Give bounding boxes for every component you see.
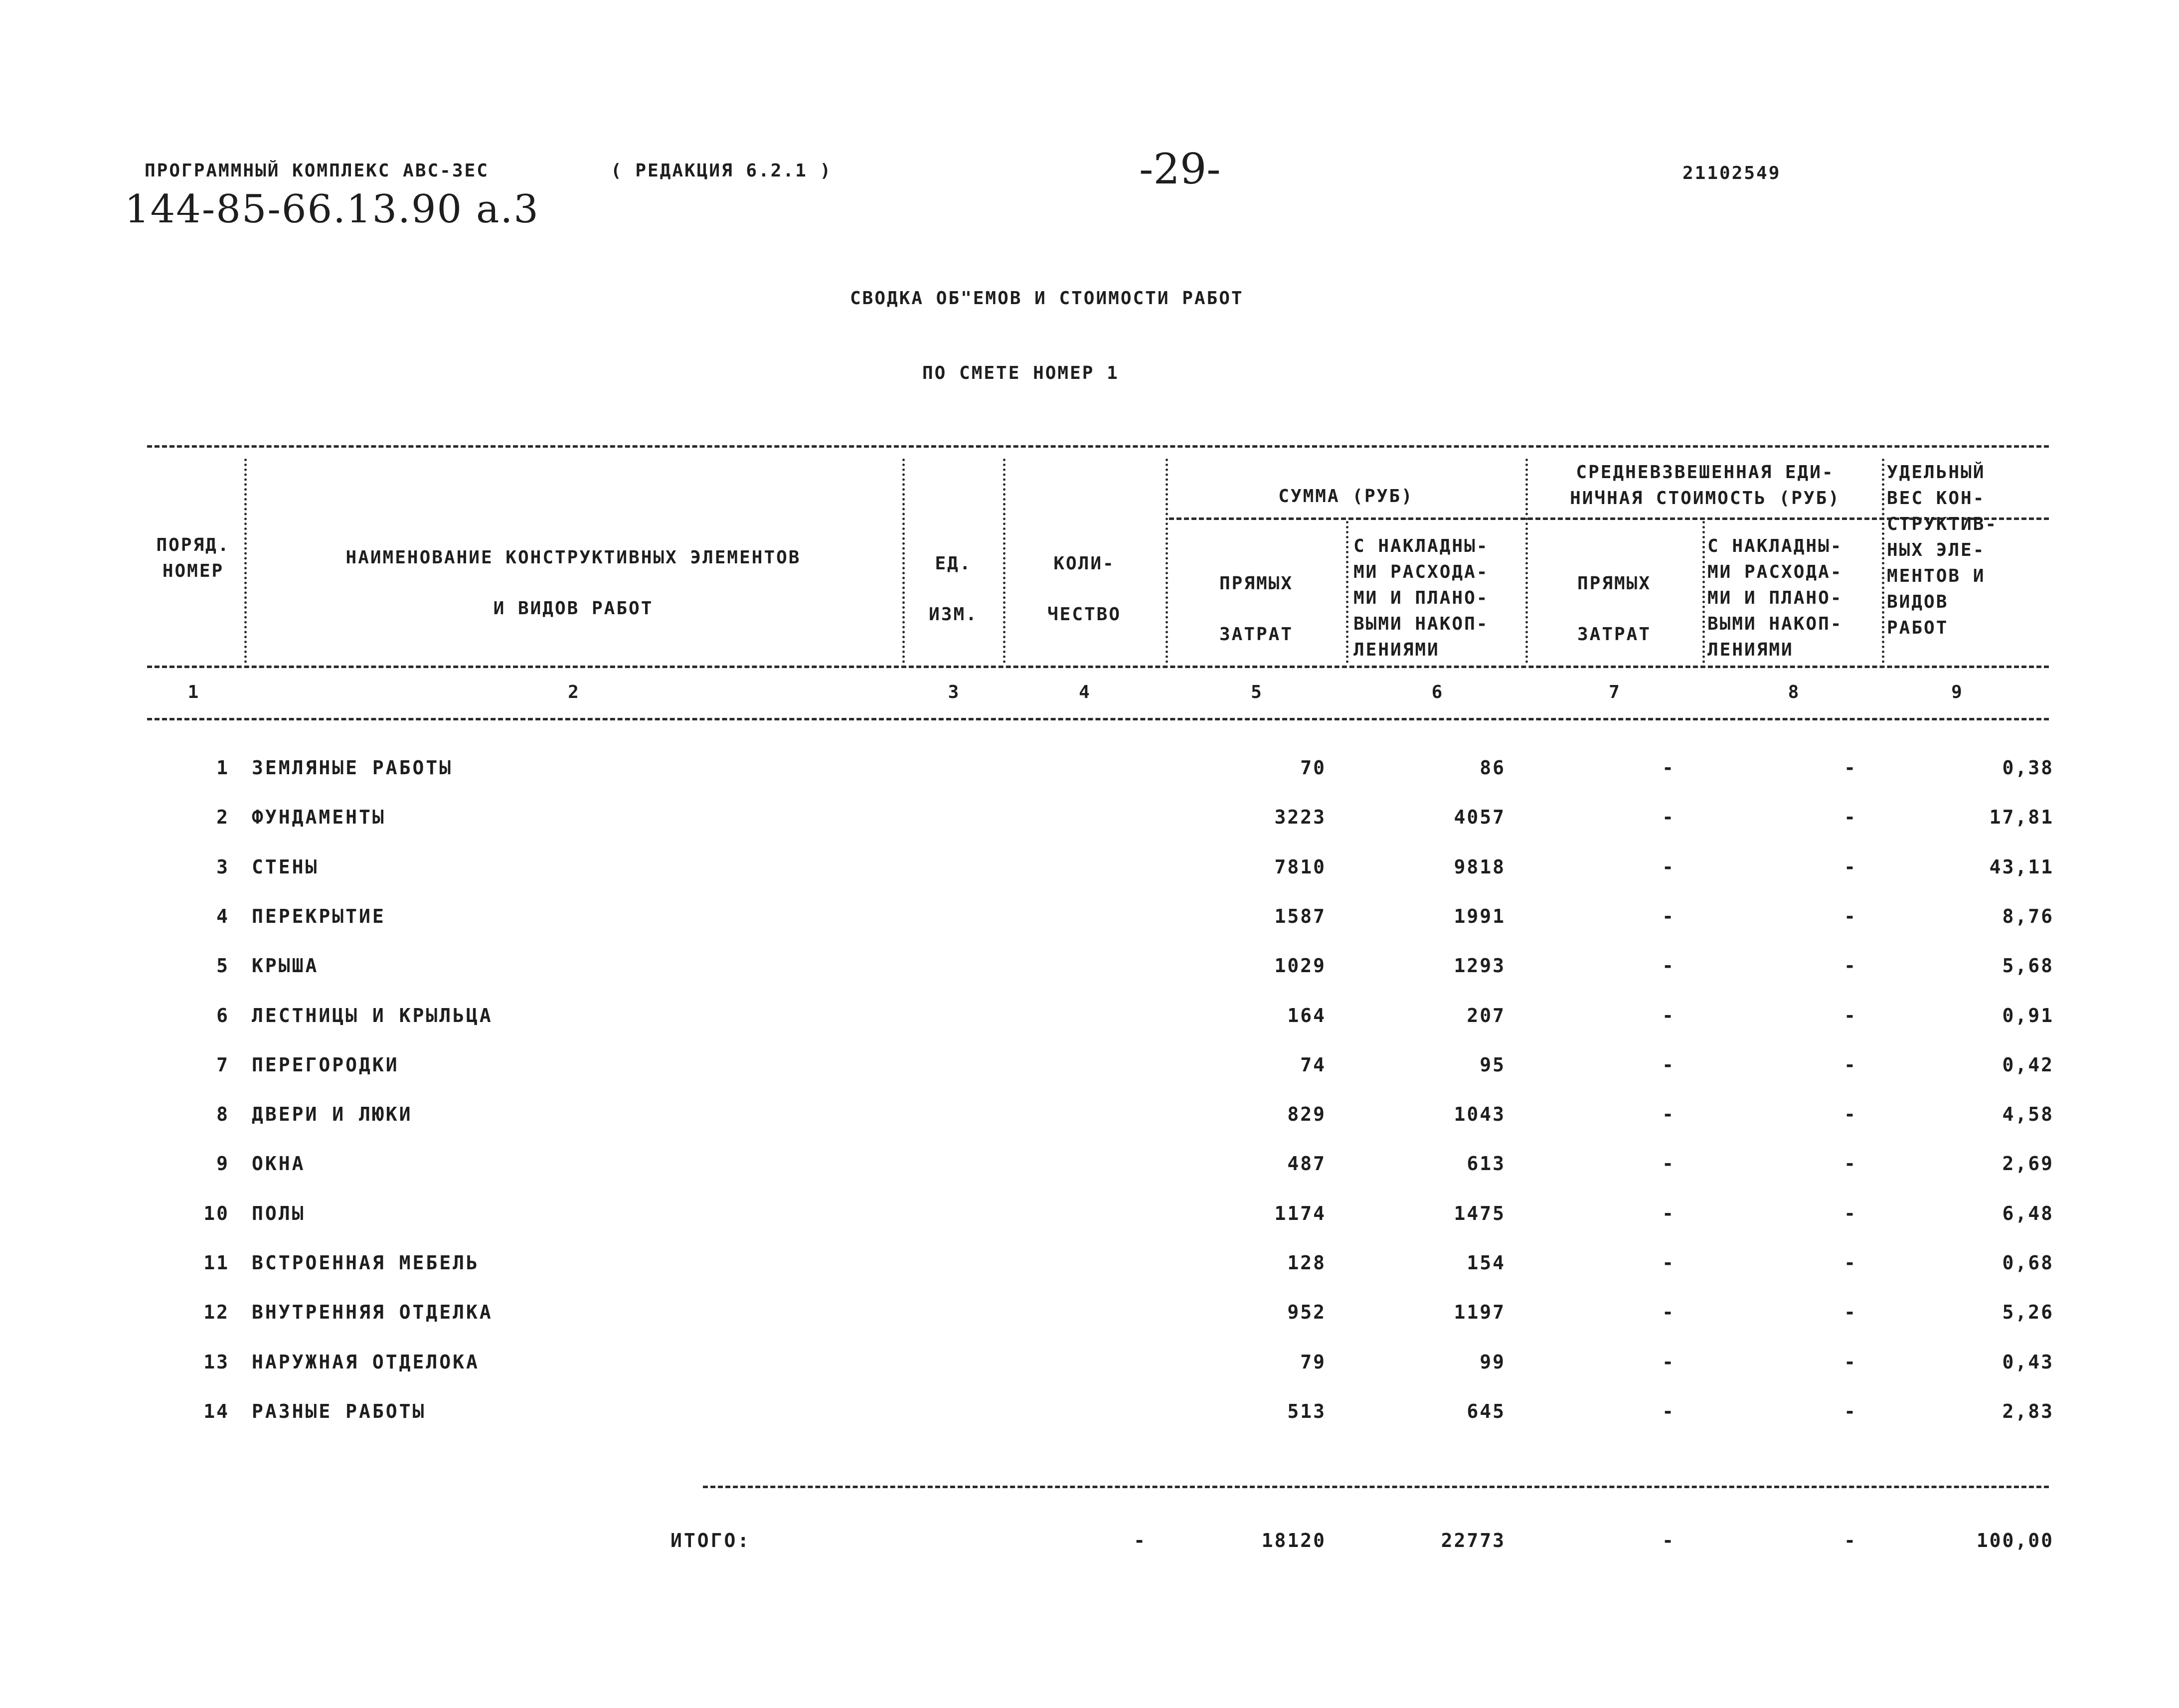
column-number: 2: [568, 682, 579, 702]
row-avg-direct: -: [1662, 1153, 1675, 1175]
row-number: 3: [216, 856, 229, 878]
col-sep-6: [1525, 459, 1528, 663]
row-avg-overhead: -: [1844, 1252, 1857, 1274]
row-avg-direct: -: [1662, 1005, 1675, 1026]
header-avg-unit-cost: СРЕДНЕВЗВЕШЕННАЯ ЕДИ- НИЧНАЯ СТОИМОСТЬ (РУБ): [1570, 462, 1841, 509]
column-number: 8: [1788, 682, 1799, 702]
row-name: ПЕРЕКРЫТИЕ: [252, 905, 386, 927]
row-name: ДВЕРИ И ЛЮКИ: [252, 1103, 413, 1125]
column-number-rule: [147, 718, 2049, 720]
row-number: 1: [216, 757, 229, 779]
row-overhead: 613: [1467, 1153, 1506, 1175]
total-overhead: 22773: [1441, 1530, 1506, 1551]
edition-label: ( РЕДАКЦИЯ 6.2.1 ): [611, 161, 833, 181]
header-unit: ЕД. ИЗМ.: [929, 553, 978, 625]
row-number: 11: [203, 1252, 229, 1274]
row-avg-direct: -: [1662, 905, 1675, 927]
header-element-name: НАИМЕНОВАНИЕ КОНСТРУКТИВНЫХ ЭЛЕМЕНТОВ И ВИДОВ РАБОТ: [345, 547, 801, 619]
handwritten-note: 144-85-66.13.90 a.3: [125, 187, 539, 232]
row-avg-overhead: -: [1844, 905, 1857, 927]
row-direct: 952: [1287, 1301, 1326, 1323]
estimate-number: ПО СМЕТЕ НОМЕР 1: [922, 363, 1119, 383]
row-share: 43,11: [1989, 856, 2054, 878]
row-number: 13: [203, 1351, 229, 1373]
row-name: ФУНДАМЕНТЫ: [252, 806, 386, 828]
column-number: 7: [1609, 682, 1620, 702]
row-avg-overhead: -: [1844, 757, 1857, 779]
row-avg-direct: -: [1662, 1103, 1675, 1125]
row-avg-overhead: -: [1844, 1351, 1857, 1373]
row-avg-direct: -: [1662, 1351, 1675, 1373]
col-sep-3: [1003, 459, 1006, 663]
col-sep-5: [1346, 521, 1348, 663]
column-number: 1: [187, 682, 199, 702]
row-avg-direct: -: [1662, 1202, 1675, 1224]
total-rule: [703, 1486, 2049, 1488]
total-label: ИТОГО:: [670, 1530, 751, 1551]
row-direct: 74: [1300, 1054, 1326, 1076]
row-name: СТЕНЫ: [252, 856, 319, 878]
row-direct: 513: [1287, 1400, 1326, 1422]
total-direct: 18120: [1261, 1530, 1326, 1551]
row-direct: 3223: [1274, 806, 1326, 828]
row-direct: 1587: [1274, 905, 1326, 927]
row-avg-overhead: -: [1844, 1054, 1857, 1076]
row-avg-overhead: -: [1844, 1301, 1857, 1323]
row-avg-direct: -: [1662, 806, 1675, 828]
row-overhead: 1475: [1454, 1202, 1506, 1224]
row-overhead: 1991: [1454, 905, 1506, 927]
row-overhead: 99: [1480, 1351, 1506, 1373]
row-name: ПЕРЕГОРОДКИ: [252, 1054, 399, 1076]
total-share: 100,00: [1976, 1530, 2054, 1551]
col-sep-1: [244, 459, 247, 663]
row-overhead: 95: [1480, 1054, 1506, 1076]
column-number: 3: [948, 682, 959, 702]
row-number: 5: [216, 955, 229, 977]
row-direct: 128: [1287, 1252, 1326, 1274]
column-number: 4: [1079, 682, 1090, 702]
row-share: 4,58: [2002, 1103, 2054, 1125]
row-avg-overhead: -: [1844, 856, 1857, 878]
row-overhead: 4057: [1454, 806, 1506, 828]
col-sep-8: [1882, 459, 1884, 663]
row-avg-overhead: -: [1844, 1005, 1857, 1026]
row-avg-direct: -: [1662, 1400, 1675, 1422]
row-share: 0,91: [2002, 1005, 2054, 1026]
row-share: 5,68: [2002, 955, 2054, 977]
row-share: 2,69: [2002, 1153, 2054, 1175]
col-sep-2: [902, 459, 905, 663]
row-avg-overhead: -: [1844, 1103, 1857, 1125]
page-number: -29-: [1139, 145, 1221, 193]
row-number: 14: [203, 1400, 229, 1422]
row-share: 8,76: [2002, 905, 2054, 927]
header-with-overhead: С НАКЛАДНЫ- МИ РАСХОДА- МИ И ПЛАНО- ВЫМИ НАКОП- ЛЕНИЯМИ: [1353, 536, 1489, 660]
row-name: ЛЕСТНИЦЫ И КРЫЛЬЦА: [252, 1005, 493, 1026]
row-avg-overhead: -: [1844, 955, 1857, 977]
row-share: 0,68: [2002, 1252, 2054, 1274]
row-avg-direct: -: [1662, 856, 1675, 878]
row-number: 8: [216, 1103, 229, 1125]
row-share: 6,48: [2002, 1202, 2054, 1224]
row-direct: 1029: [1274, 955, 1326, 977]
row-share: 0,43: [2002, 1351, 2054, 1373]
row-avg-direct: -: [1662, 1054, 1675, 1076]
row-direct: 70: [1300, 757, 1326, 779]
column-number: 6: [1431, 682, 1443, 702]
row-avg-direct: -: [1662, 1252, 1675, 1274]
row-number: 6: [216, 1005, 229, 1026]
row-number: 10: [203, 1202, 229, 1224]
header-avg-with-overhead: С НАКЛАДНЫ- МИ РАСХОДА- МИ И ПЛАНО- ВЫМИ НАКОП- ЛЕНИЯМИ: [1707, 536, 1843, 660]
row-direct: 487: [1287, 1153, 1326, 1175]
col-sep-7: [1702, 521, 1705, 663]
header-order-number: ПОРЯД. НОМЕР: [156, 535, 230, 581]
header-quantity: КОЛИ- ЧЕСТВО: [1047, 553, 1122, 625]
document-code: 21102549: [1682, 163, 1781, 183]
row-overhead: 9818: [1454, 856, 1506, 878]
row-name: ОКНА: [252, 1153, 306, 1175]
row-avg-direct: -: [1662, 757, 1675, 779]
row-number: 12: [203, 1301, 229, 1323]
row-share: 5,26: [2002, 1301, 2054, 1323]
row-overhead: 86: [1480, 757, 1506, 779]
column-number: 9: [1951, 682, 1962, 702]
row-name: КРЫША: [252, 955, 319, 977]
row-direct: 7810: [1274, 856, 1326, 878]
row-number: 2: [216, 806, 229, 828]
row-overhead: 154: [1467, 1252, 1506, 1274]
total-quantity: -: [1134, 1530, 1147, 1551]
row-overhead: 207: [1467, 1005, 1506, 1026]
header-specific-weight: УДЕЛЬНЫЙ ВЕС КОН- СТРУКТИВ- НЫХ ЭЛЕ- МЕНТОВ И ВИДОВ РАБОТ: [1887, 462, 1998, 638]
row-overhead: 1293: [1454, 955, 1506, 977]
row-avg-direct: -: [1662, 1301, 1675, 1323]
row-share: 0,38: [2002, 757, 2054, 779]
row-overhead: 1043: [1454, 1103, 1506, 1125]
header-sum-group: СУММА (РУБ): [1278, 486, 1414, 507]
header-avg-direct: ПРЯМЫХ ЗАТРАТ: [1577, 573, 1652, 645]
total-avg-overhead: -: [1844, 1530, 1857, 1551]
row-direct: 79: [1300, 1351, 1326, 1373]
column-number: 5: [1251, 682, 1262, 702]
row-avg-overhead: -: [1844, 806, 1857, 828]
row-direct: 164: [1287, 1005, 1326, 1026]
row-avg-direct: -: [1662, 955, 1675, 977]
report-title: СВОДКА ОБ"ЕМОВ И СТОИМОСТИ РАБОТ: [850, 288, 1244, 309]
row-direct: 1174: [1274, 1202, 1326, 1224]
row-name: НАРУЖНАЯ ОТДЕЛОКА: [252, 1351, 480, 1373]
row-name: ВСТРОЕННАЯ МЕБЕЛЬ: [252, 1252, 480, 1274]
row-share: 2,83: [2002, 1400, 2054, 1422]
row-share: 0,42: [2002, 1054, 2054, 1076]
col-sep-4: [1166, 459, 1168, 663]
row-number: 7: [216, 1054, 229, 1076]
row-avg-overhead: -: [1844, 1202, 1857, 1224]
row-name: ПОЛЫ: [252, 1202, 306, 1224]
header-bottom-rule: [147, 666, 2049, 668]
row-name: РАЗНЫЕ РАБОТЫ: [252, 1400, 426, 1422]
header-direct-costs: ПРЯМЫХ ЗАТРАТ: [1219, 573, 1294, 645]
total-avg-direct: -: [1662, 1530, 1675, 1551]
row-avg-overhead: -: [1844, 1153, 1857, 1175]
row-overhead: 645: [1467, 1400, 1506, 1422]
row-number: 4: [216, 905, 229, 927]
program-name: ПРОГРАММНЫЙ КОМПЛЕКС АВС-3ЕС: [145, 161, 489, 181]
row-direct: 829: [1287, 1103, 1326, 1125]
row-number: 9: [216, 1153, 229, 1175]
row-name: ВНУТРЕННЯЯ ОТДЕЛКА: [252, 1301, 493, 1323]
table-top-rule: [147, 445, 2049, 448]
row-name: ЗЕМЛЯНЫЕ РАБОТЫ: [252, 757, 453, 779]
row-overhead: 1197: [1454, 1301, 1506, 1323]
row-avg-overhead: -: [1844, 1400, 1857, 1422]
row-share: 17,81: [1989, 806, 2054, 828]
